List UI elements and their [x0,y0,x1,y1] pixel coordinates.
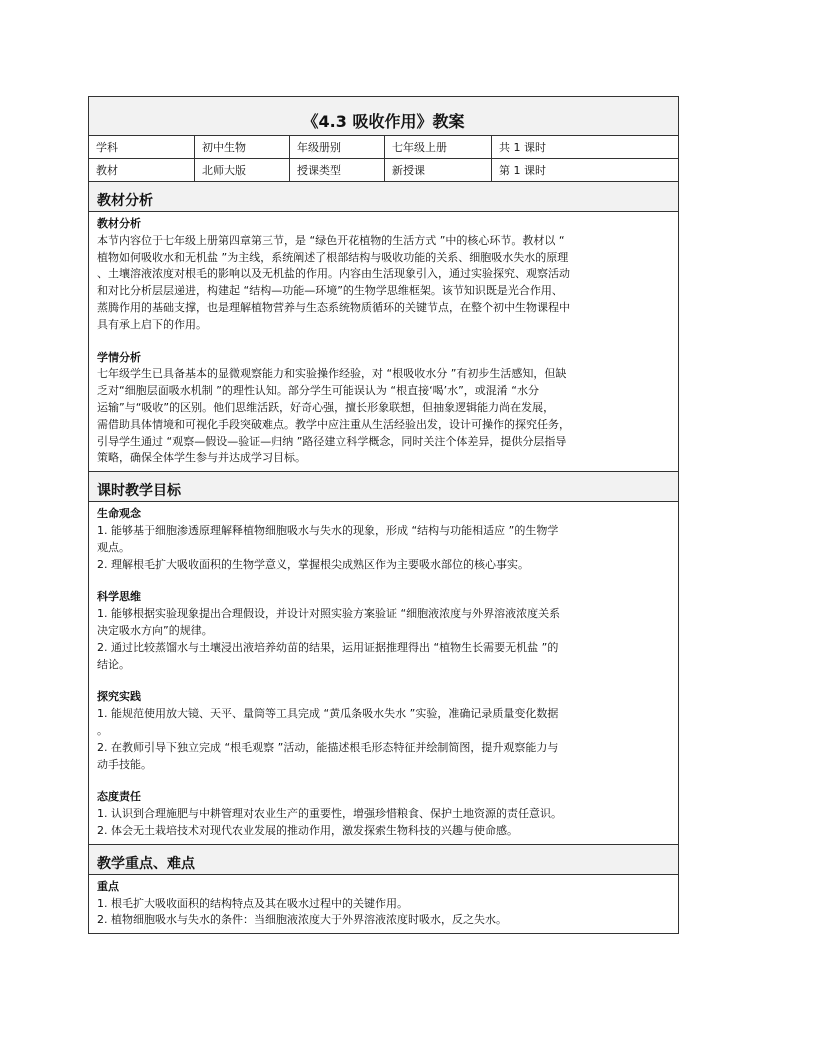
textbook-value: 北师大版 [195,159,290,181]
current-period: 第 1 课时 [499,164,546,177]
objective-line: 结论。 [97,657,130,671]
objective-line: 1. 认识到合理施肥与中耕管理对农业生产的重要性，增强珍惜粮食、保护土地资源的责任意识。 [97,807,562,821]
objective-line: 2. 理解根毛扩大吸收面积的生物学意义，掌握根尖成熟区作为主要吸水部位的核心事实。 [97,557,529,571]
paragraph-line: 引导学生通过 “观察—假设—验证—归纳 ”路径建立科学概念，同时关注个体差异，提供分层指导 [97,434,567,448]
section-heading-objectives: 课时教学目标 [89,472,678,502]
paragraph-line: 乏对“细胞层面吸水机制 ”的理性认知。部分学生可能误认为 “根直接‘喝’水”，或混淆 “水分 [97,384,539,398]
objective-line: 1. 能够基于细胞渗透原理解释植物细胞吸水与失水的现象，形成 “结构与功能相适应 ”的生物学 [97,523,559,537]
paragraph-line: 、土壤溶液浓度对根毛的影响以及无机盐的作用。内容由生活现象引入，通过实验探究、观察活动 [97,267,570,281]
objective-line: 。 [97,723,108,737]
paragraph-line: 运输”与“吸收”的区别。他们思维活跃，好奇心强，擅长形象联想，但抽象逻辑能力尚在发展， [97,400,555,414]
paragraph-line: 需借助具体情境和可视化手段突破难点。教学中应注重从生活经验出发，设计可操作的探究任务， [97,417,570,431]
section-body-objectives [89,502,678,845]
textbook-label: 教材 [89,159,195,181]
objective-line: 动手技能。 [97,757,152,771]
grade-value: 七年级上册 [385,136,492,158]
paragraph-line: 策略，确保全体学生参与并达成学习目标。 [97,451,306,465]
grade-label: 年级册别 [290,136,385,158]
section-body-analysis [89,212,678,472]
objective-line: 观点。 [97,540,130,554]
key-point-line: 1. 根毛扩大吸收面积的结构特点及其在吸水过程中的关键作用。 [97,896,408,910]
info-row-2 [89,159,678,182]
objective-line: 1. 能够根据实验现象提出合理假设，并设计对照实验方案验证 “细胞液浓度与外界溶液浓度关系 [97,607,561,621]
subheading-inquiry-practice: 探究实践 [97,690,141,704]
subheading-students: 学情分析 [97,350,141,364]
subheading-scientific-thinking: 科学思维 [97,590,141,604]
lesson-type-value: 新授课 [385,159,492,181]
section-body-key-points [89,875,678,933]
subheading-key-points: 重点 [97,879,119,893]
paragraph-line: 具有承上启下的作用。 [97,317,207,331]
section-heading-analysis: 教材分析 [89,182,678,212]
key-point-line: 2. 植物细胞吸水与失水的条件：当细胞液浓度大于外界溶液浓度时吸水，反之失水。 [97,913,507,927]
objective-line: 2. 体会无土栽培技术对现代农业发展的推动作用，激发探索生物科技的兴趣与使命感。 [97,823,518,837]
lesson-plan-table [88,96,679,934]
objective-line: 1. 能规范使用放大镜、天平、量筒等工具完成 “黄瓜条吸水失水 ”实验，准确记录质量变化数据 [97,707,559,721]
subject-label: 学科 [89,136,195,158]
info-row-1 [89,136,678,159]
paragraph-line: 植物如何吸收水和无机盐 ”为主线，系统阐述了根部结构与吸收功能的关系、细胞吸水失水的原理 [97,250,569,264]
total-periods: 共 1 课时 [499,141,546,154]
subheading-textbook: 教材分析 [97,217,141,230]
objective-line: 2. 通过比较蒸馏水与土壤浸出液培养幼苗的结果，运用证据推理得出 “植物生长需要无机盐 ”的 [97,640,559,654]
document-title: 《4.3 吸收作用》教案 [89,97,678,136]
objective-line: 决定吸水方向”的规律。 [97,623,213,637]
subject-value: 初中生物 [195,136,290,158]
objective-line: 2. 在教师引导下独立完成 “根毛观察 ”活动，能描述根毛形态特征并绘制简图，提升观察能力与 [97,740,559,754]
section-heading-key-points: 教学重点、难点 [89,845,678,875]
subheading-life-concepts: 生命观念 [97,507,141,521]
paragraph-line: 七年级学生已具备基本的显微观察能力和实验操作经验，对 “根吸收水分 ”有初步生活感知，但缺 [97,367,567,381]
lesson-type-label: 授课类型 [290,159,385,181]
paragraph-line: 蒸腾作用的基础支撑，也是理解植物营养与生态系统物质循环的关键节点，在整个初中生物课程中 [97,300,570,314]
paragraph-line: 本节内容位于七年级上册第四章第三节，是 “绿色开花植物的生活方式 ”中的核心环节。教材以 “ [97,233,565,247]
paragraph-line: 和对比分析层层递进，构建起 “结构—功能—环境”的生物学思维框架。该节知识既是光合作用、 [97,284,563,298]
subheading-attitude-responsibility: 态度责任 [97,790,141,804]
